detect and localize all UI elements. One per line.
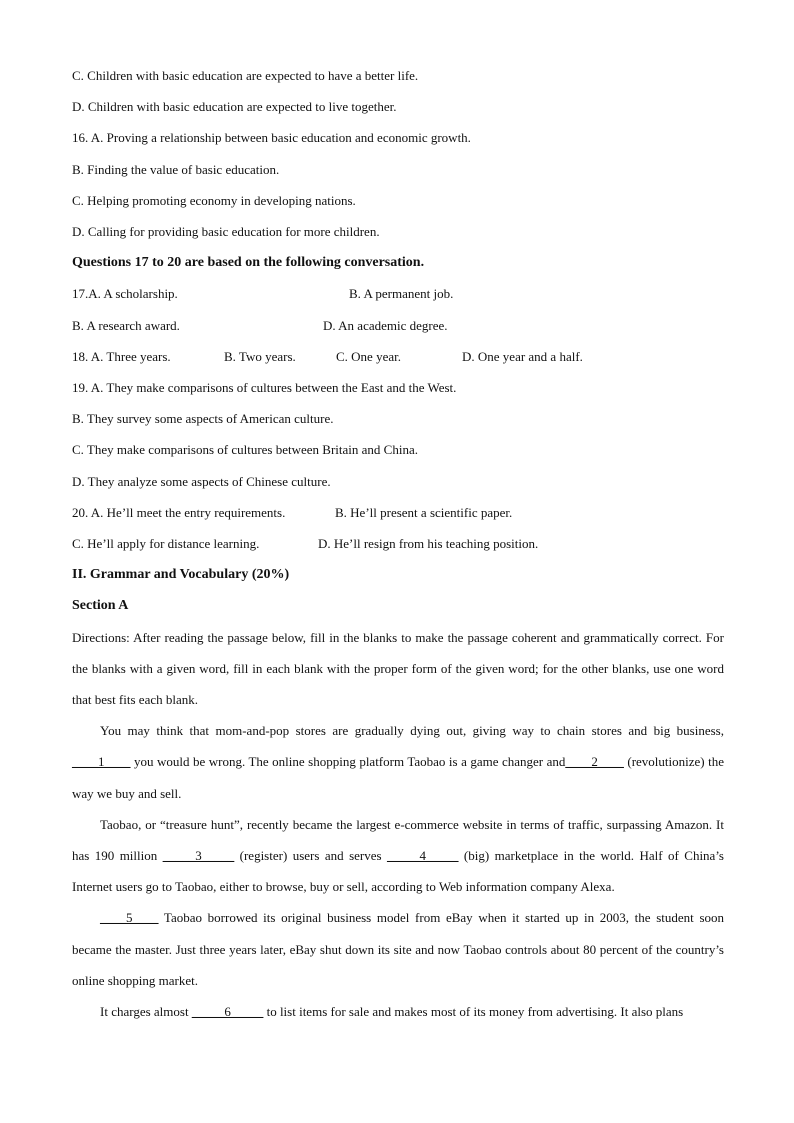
blank-5: ____5____	[100, 910, 159, 926]
section-a-title: Section A	[72, 598, 129, 614]
section-2-title: II. Grammar and Vocabulary (20%)	[72, 567, 290, 583]
passage-text: to list items for sale and makes most of its money from advertising. It also plans	[263, 1004, 684, 1020]
exam-page	[72, 60, 724, 1027]
passage-text: It charges almost	[100, 1004, 192, 1020]
passage-paragraph-3	[72, 902, 724, 996]
q20-row-2	[72, 528, 724, 559]
q18-option-a: 18. A. Three years.	[72, 348, 171, 364]
blank-3: _____3_____	[162, 848, 235, 864]
q19-option-c: C. They make comparisons of cultures between Britain and China.	[72, 442, 418, 458]
directions: Directions: After reading the passage below, fill in the blanks to make the passage coherent and grammatically correct. For the blanks with a given word, fill in each blank with the proper form of the given word; for the other blanks, use one word that best fits each blank.	[72, 629, 724, 708]
blank-1: ____1____	[72, 754, 131, 770]
q16-option-b: B. Finding the value of basic education.	[72, 161, 280, 177]
q18-option-c: C. One year.	[336, 348, 401, 364]
passage-paragraph-2	[72, 809, 724, 903]
passage-paragraph-4	[72, 996, 724, 1027]
q18-option-b: B. Two years.	[224, 348, 296, 364]
passage-text: Taobao borrowed its original business model from eBay when it started up in 2003, the student soon became the master. Just three years later, eBay shut down its site and now Taobao controls about 80 percent of the country’s online shopping market.	[72, 910, 724, 988]
q19-option-b: B. They survey some aspects of American culture.	[72, 411, 334, 427]
q20-option-c: C. He’ll apply for distance learning.	[72, 536, 260, 552]
passage-text: (revolutionize) the way we buy and sell.	[72, 754, 724, 801]
q15-option-d: D. Children with basic education are expected to live together.	[72, 99, 397, 115]
q17-option-c: B. A research award.	[72, 317, 180, 333]
passage-text: Taobao, or “treasure hunt”, recently became the largest e-commerce website in terms of traffic, surpassing Amazon. It has 190 million	[72, 816, 724, 864]
q20-row-1	[72, 497, 724, 528]
blank-4: _____4_____	[387, 848, 459, 864]
passage-paragraph-1	[72, 715, 724, 809]
passage-text: You may think that mom-and-pop stores are gradually dying out, giving way to chain stores and big business,	[100, 723, 724, 739]
blank-2: ____2____	[565, 754, 624, 770]
q19-option-a: 19. A. They make comparisons of cultures between the East and the West.	[72, 380, 457, 396]
passage-text: (big) marketplace in the world. Half of China’s Internet users go to Taobao, either to browse, buy or sell, according to Web information company Alexa.	[72, 848, 724, 895]
conversation-heading: Questions 17 to 20 are based on the following conversation.	[72, 255, 425, 271]
q19-option-d: D. They analyze some aspects of Chinese culture.	[72, 473, 331, 489]
blank-6: _____6_____	[191, 1004, 264, 1020]
q17-row-1	[72, 278, 724, 309]
q20-option-a: 20. A. He’ll meet the entry requirements.	[72, 504, 286, 520]
q18-row	[72, 341, 724, 372]
passage-text: (register) users and serves	[234, 848, 387, 864]
q16-option-c: C. Helping promoting economy in developing nations.	[72, 192, 356, 208]
q16-option-a: 16. A. Proving a relationship between basic education and economic growth.	[72, 130, 471, 146]
passage-text: you would be wrong. The online shopping platform Taobao is a game changer and	[130, 754, 566, 770]
q20-option-d: D. He’ll resign from his teaching position.	[318, 536, 539, 552]
q17-option-b: B. A permanent job.	[349, 286, 454, 302]
q20-option-b: B. He’ll present a scientific paper.	[335, 504, 513, 520]
q17-option-a: 17.A. A scholarship.	[72, 286, 178, 302]
q17-row-2	[72, 310, 724, 341]
q16-option-d: D. Calling for providing basic education for more children.	[72, 224, 380, 240]
q18-option-d: D. One year and a half.	[462, 348, 583, 364]
q17-option-d: D. An academic degree.	[323, 317, 448, 333]
q15-option-c: C. Children with basic education are expected to have a better life.	[72, 68, 419, 83]
